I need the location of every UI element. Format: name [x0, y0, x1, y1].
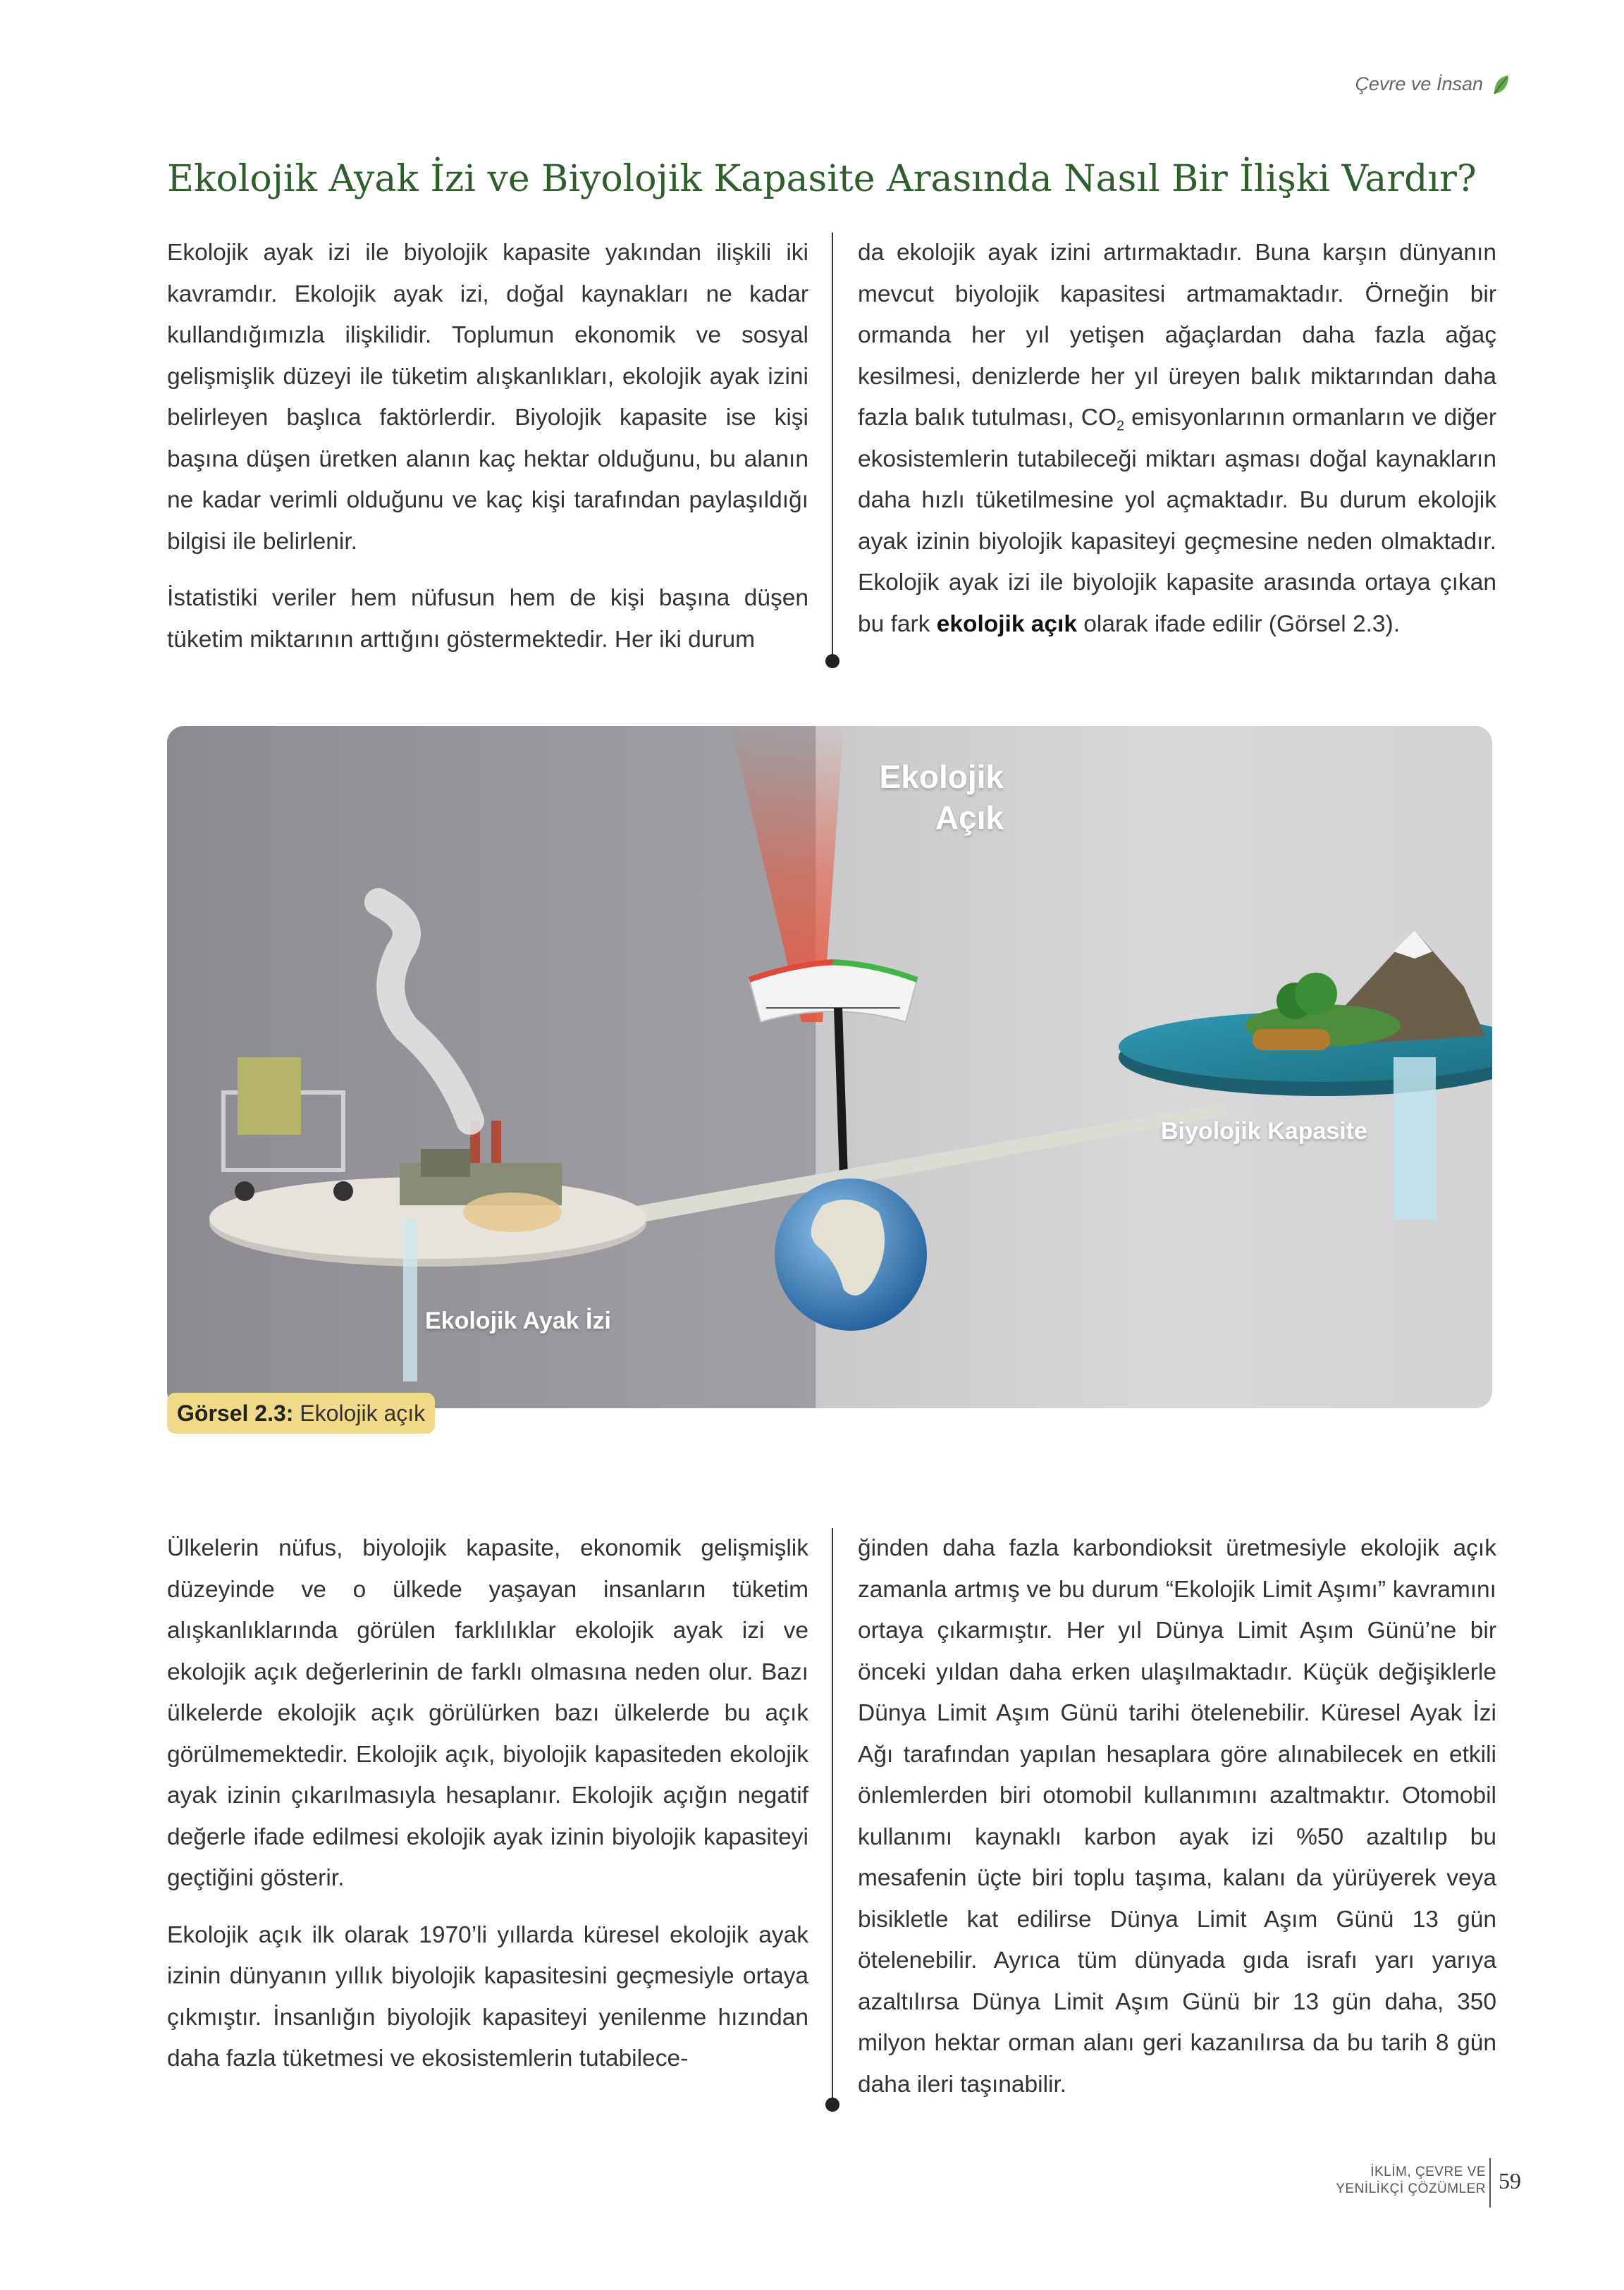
- leaf-icon: [1491, 74, 1510, 95]
- caption-text: Ekolojik açık: [293, 1401, 426, 1426]
- gauge: [749, 962, 917, 1022]
- subscript: 2: [1116, 418, 1125, 434]
- paragraph: Ülkelerin nüfus, biyolojik kapasite, ekonomik gelişmişlik düzeyinde ve o ülkede yaşayan insanların tüketim alışkanlıklarında görülen farklılıklar ekolojik ayak izi ve ekolojik açık değerlerinin de farklı olmasına neden olur. Bazı ülkelerde ekolojik açık görülürken bazı ülkelerde bu açık görülmemektedir. Ekolojik açık, biyolojik kapasiteden ekolojik ayak izinin çıkarılmasıyla hesaplanır. Ekolojik açığın negatif değerle ifade edilmesi ekolojik ayak izinin biyolojik kapasiteyi geçtiğini gösterir.: [167, 1535, 808, 1891]
- section1-left-column: [167, 233, 808, 676]
- label-line: Açık: [935, 799, 1004, 836]
- figure-caption: [167, 1393, 435, 1434]
- text-run: emisyonlarının ormanların ve diğer ekosistemlerin tutabileceği miktarı aşması doğal kaynakların daha hızlı tüketilmesine yol açmaktadır. Bu durum ekolojik ayak izinin biyolojik kapasiteyi geçmesine neden olmaktadır. Ekolojik ayak izi ile biyolojik kapasite arasında ortaya çıkan bu fark: [858, 405, 1496, 637]
- caption-ref: Görsel 2.3:: [177, 1401, 294, 1426]
- figure-ecological-deficit: [167, 726, 1492, 1408]
- paragraph: [858, 233, 1496, 645]
- footer-line: YENİLİKÇİ ÇÖZÜMLER: [1336, 2181, 1486, 2196]
- label-ecological-footprint: Ekolojik Ayak İzi: [425, 1307, 611, 1334]
- column-divider: [832, 233, 833, 661]
- section2-right-column: [858, 1528, 1496, 2121]
- section2-left-column: [167, 1528, 808, 2095]
- label-ecological-deficit: [722, 756, 1004, 838]
- gauge-needle: [838, 1008, 844, 1177]
- running-header-text: Çevre ve İnsan: [1355, 73, 1483, 94]
- footer-rule: [1489, 2158, 1491, 2208]
- bold-term: ekolojik açık: [936, 610, 1077, 637]
- paragraph: ğinden daha fazla karbondioksit üretmesiyle ekolojik açık zamanla artmış ve bu durum “Ekolojik Limit Aşımı” kavramını ortaya çıkarmıştır. Her yıl Dünya Limit Aşım Günü’ne bir önceki yıldan daha erken ulaşılmaktadır. Küçük değişiklerle Dünya Limit Aşım Günü tarihi ötelenebilir. Küresel Ayak İzi Ağı tarafından yapılan hesaplara göre alınabilecek en etkili önlemlerden biri otomobil kullanımını azaltmaktır. Otomobil kullanımı kaynaklı karbon ayak izi %50 azaltılıp bu mesafenin üçte biri toplu taşıma, kalanı da yürüyerek veya bisikletle kat edilirse Dünya Limit Aşım Günü 13 gün ötelenebilir. Ayrıca tüm dünyada gıda israfı yarı yarıya azaltılırsa Dünya Limit Aşım Günü bir 13 gün daha, 350 milyon hektar orman alanı geri kazanılırsa da bu tarih 8 gün daha ileri taşınabilir.: [858, 1535, 1496, 2098]
- text-run: olarak ifade edilir (Görsel 2.3).: [1076, 610, 1401, 637]
- label-line: Ekolojik: [879, 758, 1004, 795]
- label-biocapacity: Biyolojik Kapasite: [1161, 1118, 1367, 1145]
- footer-line: İKLİM, ÇEVRE VE: [1370, 2165, 1486, 2179]
- paragraph: Ekolojik ayak izi ile biyolojik kapasite yakından ilişkili iki kavramdır. Ekolojik ayak izi, doğal kaynakları ne kadar kullandığımızla ilişkilidir. Toplumun ekonomik ve sosyal gelişmişlik düzeyi ile tüketim alışkanlıkları, ekolojik ayak izini belirleyen başlıca faktörlerdir. Biyolojik kapasite ise kişi başına düşen üretken alanın kaç hektar olduğunu, bu alanın ne kadar verimli olduğunu ve kaç kişi tarafından paylaşıldığı bilgisi ile belirlenir.: [167, 240, 808, 555]
- page-number: 59: [1499, 2168, 1521, 2193]
- paragraph: Ekolojik açık ilk olarak 1970’li yıllarda küresel ekolojik ayak izinin dünyanın yıllık biyolojik kapasitesini geçmesiyle ortaya çıkmıştır. İnsanlığın biyolojik kapasiteyi yenilenme hızından daha fazla tüketmesi ve ekosistemlerin tutabilece-: [167, 1921, 808, 2072]
- text-run: da ekolojik ayak izini artırmaktadır. Buna karşın dünyanın mevcut biyolojik kapasitesi artmamaktadır. Örneğin bir ormanda her yıl yetişen ağaçlardan daha fazla ağaç kesilmesi, denizlerde her yıl üreyen balık miktarından daha fazla balık tutulması, CO: [858, 240, 1496, 431]
- section1-right-column: [858, 233, 1496, 660]
- footer-book-title: [1336, 2164, 1486, 2198]
- running-header: [1355, 73, 1510, 95]
- column-divider: [832, 1528, 833, 2105]
- paragraph: İstatistiki veriler hem nüfusun hem de kişi başına düşen tüketim miktarının arttığını göstermektedir. Her iki durum: [167, 585, 808, 653]
- page-title: Ekolojik Ayak İzi ve Biyolojik Kapasite Arasında Nasıl Bir İlişki Vardır?: [167, 158, 1477, 200]
